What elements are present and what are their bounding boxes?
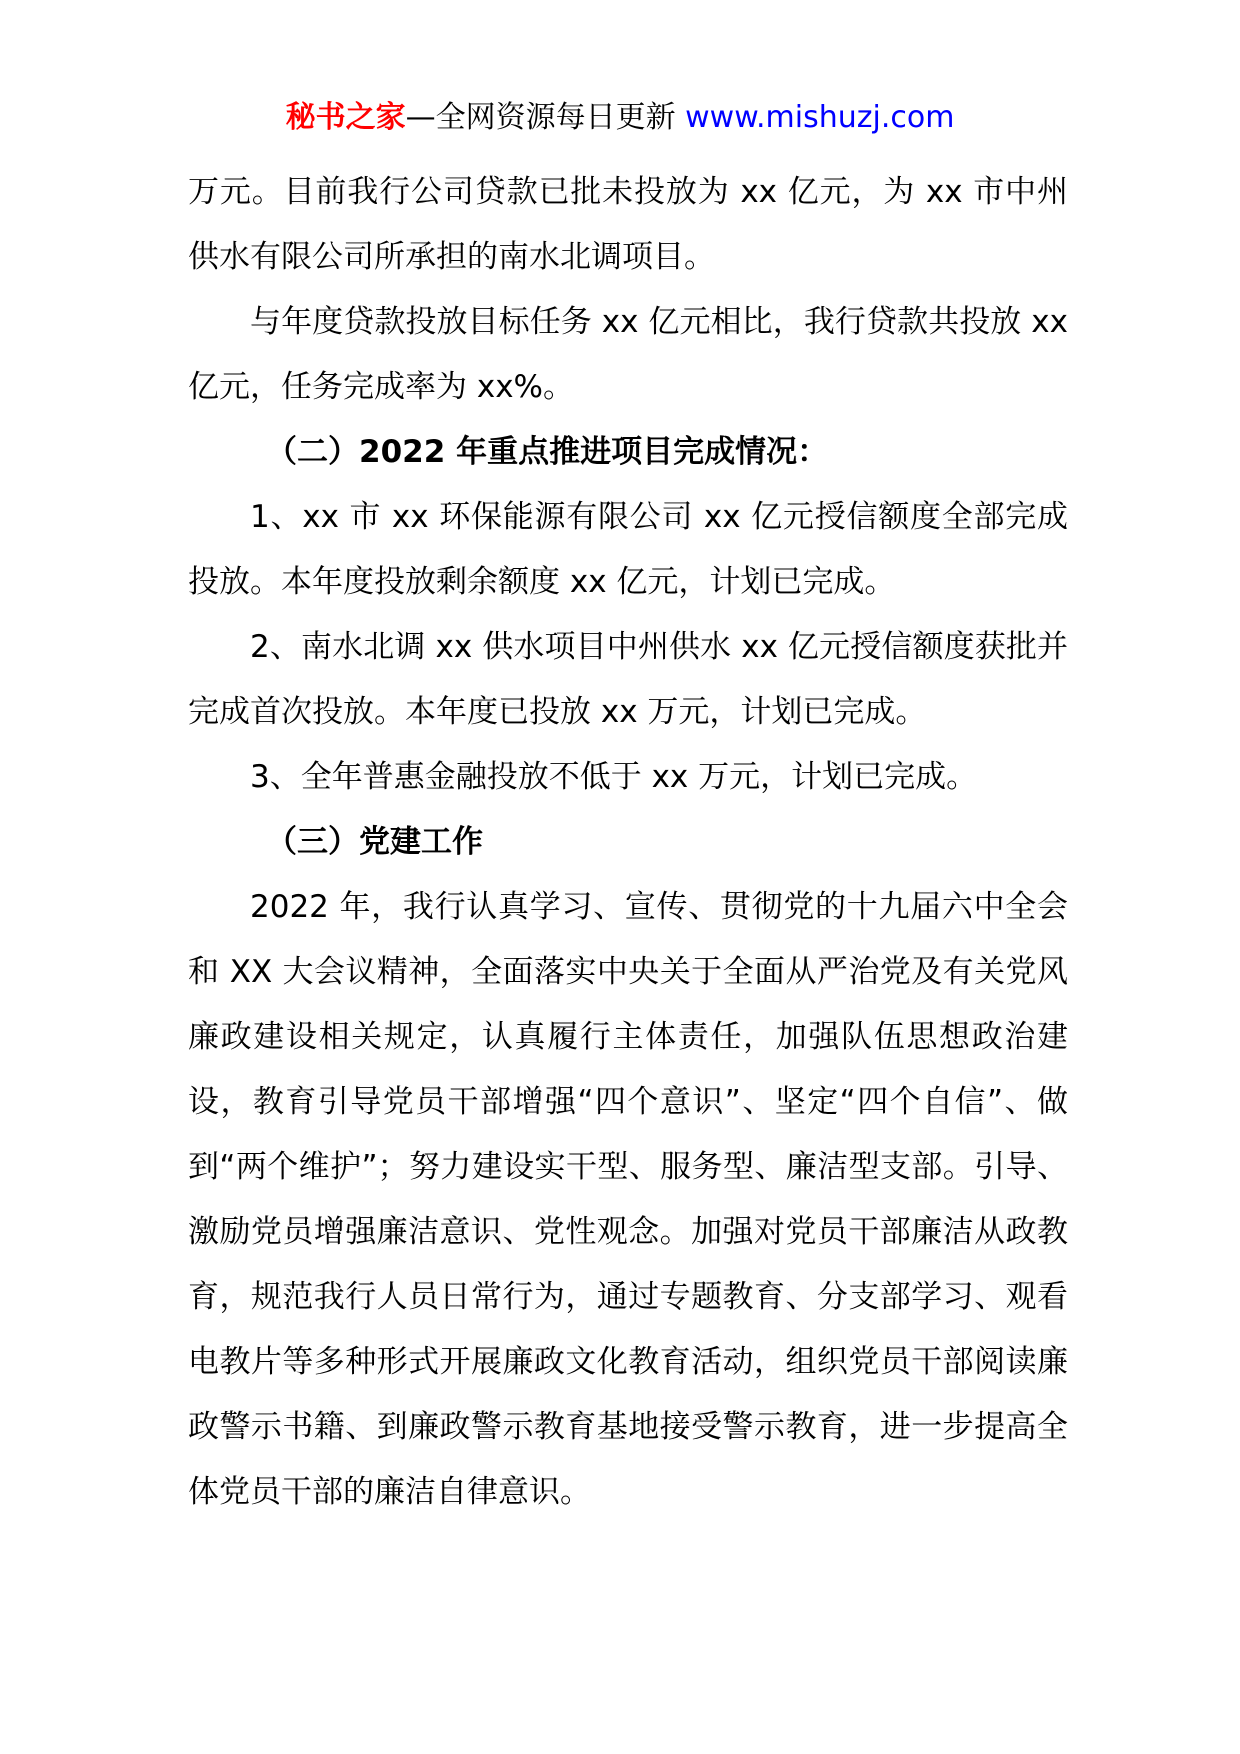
brand-name: 秘书之家: [285, 100, 406, 135]
section-heading-party-building: （三）党建工作: [266, 824, 483, 860]
header-tagline: —全网资源每日更新: [405, 100, 676, 135]
list-item-project-1: 1、xx 市 xx 环保能源有限公司 xx 亿元授信额度全部完成投放。本年度投放剩余额度 xx 亿元，计划已完成。: [188, 499, 1068, 600]
document-body: [188, 160, 1068, 1525]
paragraph-party-building: 2022 年，我行认真学习、宣传、贯彻党的十九届六中全会和 XX 大会议精神，全面落实中央关于全面从严治党及有关党风廉政建设相关规定，认真履行主体责任，加强队伍思想政治建设，教育引导党员干部增强“四个意识”、坚定“四个自信”、做到“两个维护”；努力建设实干型、服务型、廉洁型支部。引导、激励党员增强廉洁意识、党性观念。加强对党员干部廉洁从政教育，规范我行人员日常行为，通过专题教育、分支部学习、观看电教片等多种形式开展廉政文化教育活动，组织党员干部阅读廉政警示书籍、到廉政警示教育基地接受警示教育，进一步提高全体党员干部的廉洁自律意识。: [188, 889, 1068, 1510]
website-link[interactable]: www.mishuzj.com: [685, 100, 955, 135]
paragraph-loan-target: 与年度贷款投放目标任务 xx 亿元相比，我行贷款共投放 xx 亿元，任务完成率为 xx%。: [188, 304, 1068, 405]
page-header: [0, 98, 1240, 138]
section-heading-key-projects: （二）2022 年重点推进项目完成情况：: [266, 434, 829, 470]
list-item-project-3: 3、全年普惠金融投放不低于 xx 万元，计划已完成。: [250, 759, 978, 795]
paragraph-loan-status: 万元。目前我行公司贷款已批未投放为 xx 亿元，为 xx 市中州供水有限公司所承担的南水北调项目。: [188, 174, 1068, 275]
list-item-project-2: 2、南水北调 xx 供水项目中州供水 xx 亿元授信额度获批并完成首次投放。本年度已投放 xx 万元，计划已完成。: [188, 629, 1068, 730]
